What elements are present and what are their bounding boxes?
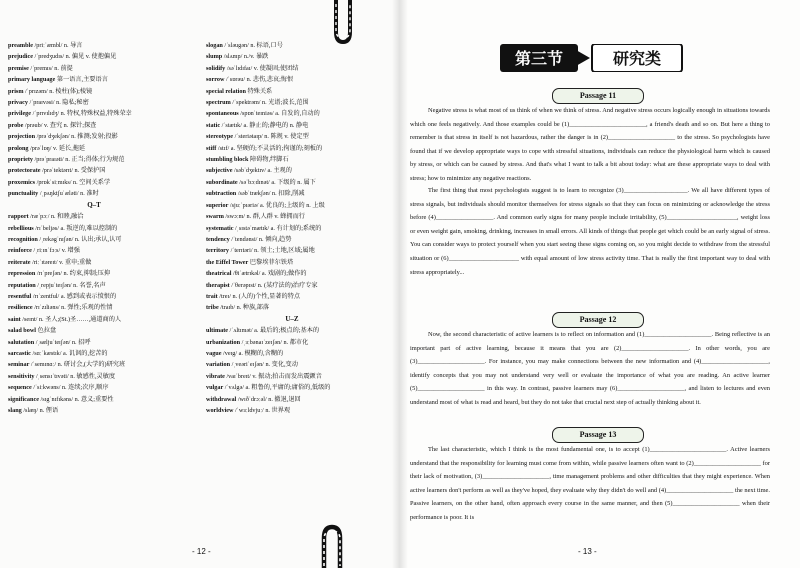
right-page — [400, 0, 800, 568]
glossary-entry — [206, 359, 378, 370]
glossary-definition: /ˈpremɪs/ n. 前提 — [28, 64, 73, 72]
glossary-definition: /səbˈdʒektɪv/ a. 主观的 — [232, 167, 292, 175]
glossary-entry — [8, 382, 180, 393]
glossary-definition: /ˌriːɪnˈfɔːs/ v. 增强 — [31, 247, 80, 255]
glossary-entry — [8, 359, 180, 370]
glossary-word: projection — [8, 133, 36, 141]
glossary-entry — [206, 86, 378, 97]
glossary-entry — [206, 268, 378, 279]
glossary-entry — [206, 223, 378, 234]
glossary-definition: /ˈstætɪk/ a. 静止的;静电的 n. 静电 — [220, 121, 309, 129]
glossary-definition: /ˈvʌlgə/ a. 粗鲁的,平庸的;庸俗的,低级的 — [223, 384, 331, 392]
glossary-word: stereotype — [206, 133, 234, 141]
glossary-entry — [8, 74, 180, 85]
glossary-word: rebellious — [8, 224, 34, 232]
glossary-definition: /səˈbɔːdɪnət/ a. 下级的 n. 属下 — [237, 178, 316, 186]
glossary-definition: /prəˈpraɪəti/ n. 正当;得体;行为规范 — [32, 156, 125, 164]
glossary-entry — [206, 200, 378, 211]
glossary-word: recognition — [8, 235, 38, 243]
glossary-word: repression — [8, 270, 36, 278]
glossary-entry — [8, 405, 180, 416]
glossary-definition: /ˈspektrəm/ n. 光谱;波长,范围 — [230, 99, 309, 107]
glossary-definition: /prɒkˈsiːmɪks/ n. 空间关系学 — [35, 178, 111, 186]
glossary-definition: /prəub/ v. 查究 n. 探针;探查 — [23, 121, 97, 129]
glossary-definition: /treɪ/ n. (人的)个性,显著的特点 — [217, 292, 301, 300]
glossary-word: ultimate — [206, 327, 228, 335]
glossary-definition: /veɪg/ a. 模糊的,含糊的 — [221, 349, 284, 357]
glossary-entry — [206, 63, 378, 74]
glossary-definition: /riːˈɪtəreɪt/ v. 重申;重做 — [30, 258, 92, 266]
glossary-word: worldview — [206, 407, 234, 414]
glossary-word: slang — [8, 407, 22, 414]
glossary-definition: /spɒnˈteɪniəs/ a. 自发的,自动的 — [238, 110, 320, 118]
glossary-definition: /θiˈætrɪkəl/ a. 戏剧的;做作的 — [231, 270, 307, 278]
glossary-definition: /stɪf/ a. 坚硬的;不灵活的;拘谨的;刻板的 — [216, 144, 323, 152]
glossary-word: systematic — [206, 224, 234, 232]
glossary-word: sarcastic — [8, 349, 31, 357]
glossary-entry — [206, 394, 378, 405]
glossary-entry — [8, 314, 180, 325]
glossary-definition: /ˈtendənsi/ n. 倾向,趋势 — [229, 235, 292, 243]
glossary-definition: /traɪb/ n. 种族,部落 — [218, 304, 270, 312]
glossary-entry — [206, 245, 378, 256]
glossary-definition: /vaɪˈbreɪt/ v. 振动;拍击而发出震颤音 — [224, 372, 322, 380]
glossary-word: subjective — [206, 167, 233, 175]
glossary-word: privacy — [8, 99, 28, 107]
glossary-word: significance — [8, 395, 39, 403]
glossary-word: prejudice — [8, 53, 33, 61]
glossary-definition: /slʌmp/ n./v. 暴跌 — [222, 53, 269, 61]
glossary-word: proxemics — [8, 178, 36, 186]
glossary-definition: /ˈpraɪvəsi/ n. 隐私;秘密 — [27, 99, 89, 107]
glossary-definition: /səbˈtrækʃən/ n. 扣除,削减 — [236, 190, 305, 198]
glossary-entry — [206, 234, 378, 245]
glossary-entry — [206, 211, 378, 222]
glossary-entry — [8, 211, 180, 222]
glossary-definition: /ˈprɪvɪlɪdʒ/ n. 特权,特殊权益,特殊荣幸 — [31, 110, 132, 118]
glossary-word: slump — [206, 53, 223, 61]
glossary-entry — [206, 257, 378, 268]
glossary-word: reputation — [8, 281, 36, 289]
glossary-word: rapport — [8, 213, 29, 221]
glossary-definition: /rɪˈzentful/ a. 感到或表示愤恨的 — [31, 292, 117, 300]
glossary-word: spectrum — [206, 99, 231, 107]
glossary-definition: 第一语言,主要语言 — [55, 76, 108, 84]
glossary-word: prolong — [8, 144, 29, 152]
glossary-definition: /ˈʌltɪmət/ a. 最后的;极点的;基本的 — [228, 327, 320, 335]
glossary-entry — [8, 223, 180, 234]
glossary-definition: /ˈwɜːldvjuː/ n. 世界观 — [233, 407, 291, 414]
glossary-word: superior — [206, 201, 229, 209]
glossary-entry — [8, 120, 180, 131]
glossary-word: vibrate — [206, 372, 225, 380]
glossary-word: theatrical — [206, 270, 232, 278]
glossary-word: vulgar — [206, 384, 224, 392]
glossary-definition: /ˌrepjuˈteɪʃən/ n. 名誉,名声 — [35, 281, 106, 289]
glossary-entry — [206, 188, 378, 199]
glossary-word: punctuality — [8, 190, 39, 198]
glossary-definition: 特殊关系 — [245, 87, 273, 95]
glossary-word: slogan — [206, 42, 223, 49]
glossary-definition: /ˌrekəgˈnɪʃən/ n. 认出;承认,认可 — [37, 235, 122, 243]
glossary-entry — [206, 120, 378, 131]
glossary-entry — [206, 131, 378, 142]
glossary-definition: /ˌsɪstəˈmætɪk/ a. 有计划的;系统的 — [233, 224, 322, 232]
glossary-entry — [8, 63, 180, 74]
glossary-definition: /seɪnt/ n. 圣人;(St.)圣……,通道商的人 — [20, 315, 122, 323]
glossary-definition: /ˈsləugən/ n. 标语,口号 — [222, 42, 283, 49]
glossary-definition: /swɔːm/ n. 群,人群 v. 蜂拥而行 — [223, 213, 305, 221]
glossary-definition: 障碍物,绊脚石 — [248, 156, 289, 164]
glossary-entry — [206, 371, 378, 382]
glossary-word: salad bowl — [8, 327, 37, 335]
glossary-definition: /ˌsæljuˈteɪʃən/ n. 招呼 — [34, 338, 91, 346]
glossary-definition: /sjuːˈpɪəriə/ a. 优良的;上级的 n. 上级 — [228, 201, 325, 209]
glossary-entry — [206, 291, 378, 302]
glossary-word: vague — [206, 349, 222, 357]
glossary-entry — [8, 325, 180, 336]
banner-title: 研究类 — [612, 49, 662, 68]
glossary-word: premise — [8, 64, 29, 72]
passage-13-title: Passage 13 — [552, 427, 644, 443]
binder-ring-icon — [330, 0, 356, 46]
banner-section-label: 第三节 — [514, 49, 564, 68]
glossary-entry — [8, 131, 180, 142]
glossary-column-1 — [8, 40, 180, 416]
passage-11-title: Passage 11 — [552, 88, 644, 104]
glossary-entry — [206, 51, 378, 62]
glossary-entry — [8, 177, 180, 188]
binder-ring-icon — [316, 522, 348, 568]
glossary-definition: /rɪˈpreʃən/ n. 约束,抑制;压抑 — [35, 270, 111, 278]
glossary-word: special relation — [206, 87, 246, 95]
glossary-entry — [206, 108, 378, 119]
glossary-entry — [206, 325, 378, 336]
passage-13-paragraph-1: The last characteristic, which I think is the most fundamental one, is to accept (1)________________________. Active learners understand that the responsibility for learning must come from within, while passive learners often want to (2)_____________________ for their lack of motivation, (3)_____________________, time management problems and other difficulties that they might experience. When active learners don't perform as well as they've hoped, they evaluate why they didn't do well and (4)_____________________ the next time. Passive learners, on the other hand, often approach every course in the same manner, and then (5)_____________________ when their performance is poor. It is — [410, 446, 770, 521]
glossary-word: the Eiffel Tower — [206, 258, 249, 266]
glossary-entry — [8, 302, 180, 313]
glossary-definition: 巴黎埃菲尔铁塔 — [248, 258, 294, 266]
glossary-entry — [8, 371, 180, 382]
glossary-word: spontaneous — [206, 110, 239, 118]
page-number-left: - 12 - — [192, 547, 211, 556]
glossary-word: stiff — [206, 144, 217, 152]
glossary-word: resentful — [8, 292, 32, 300]
glossary-entry — [8, 51, 180, 62]
glossary-definition: /ˈθerəpɪst/ n. (某疗法的)治疗专家 — [229, 281, 318, 289]
glossary-word: resilience — [8, 304, 33, 312]
glossary-word: reiterate — [8, 258, 31, 266]
glossary-definition: /ˈsɒrəu/ n. 悲伤,悲哀;悔恨 — [224, 76, 294, 84]
glossary-definition: /ˈsiːkwəns/ n. 连续;次序,顺序 — [31, 384, 109, 392]
glossary-entry — [8, 143, 180, 154]
passage-11-paragraph-1: Negative stress is what most of us think of when we think of stress. And negative stress occurs logically enough in situations towards which one feels negatively. And those examples could be (1)________________________, a friend's death and so on. But here a thing to remember is that stress in itself is not hazardous, rather the danger is in (2)_____________________ to the stress. So psychologists have found that if we develop appropriate ways to cope with stressful situations, individuals can reduce the physiological harm which is caused by stress, or which can be caused by stress. And that's what I want to talk a bit about today: what are these appropriate ways to deal with stress; how to minimize any negative reactions. — [410, 107, 770, 182]
glossary-entry — [8, 234, 180, 245]
glossary-definition: /ˈpredʒudɪs/ n. 偏见 v. 使抱偏见 — [32, 53, 117, 61]
glossary-entry — [206, 302, 378, 313]
glossary-entry — [8, 337, 180, 348]
glossary-entry — [206, 74, 378, 85]
glossary-word: privilege — [8, 110, 32, 118]
glossary-word: tribe — [206, 304, 219, 312]
glossary-definition: /sɑːˈkæstɪk/ a. 讥讽的,挖苦的 — [30, 349, 108, 357]
glossary-word: therapist — [206, 281, 230, 289]
glossary-entry — [8, 291, 180, 302]
glossary-entry — [8, 394, 180, 405]
glossary-entry — [8, 188, 180, 199]
glossary-word: subordinate — [206, 178, 238, 186]
glossary-entry — [206, 177, 378, 188]
glossary-entry — [8, 154, 180, 165]
glossary-word: subtraction — [206, 190, 237, 198]
glossary-entry — [206, 154, 378, 165]
glossary-entry — [8, 40, 180, 51]
glossary-definition: /ræˈpɔː/ n. 和睦,融洽 — [28, 213, 84, 221]
glossary-entry — [8, 257, 180, 268]
glossary-word: reinforce — [8, 247, 32, 255]
glossary-word: prism — [8, 87, 24, 95]
glossary-definition: /ˌveəriˈeɪʃən/ n. 变化,变动 — [230, 361, 298, 369]
glossary-word: preamble — [8, 42, 33, 49]
glossary-entry — [206, 165, 378, 176]
glossary-definition: /ˈsteriətaɪp/ n. 陈规 v. 使定型 — [233, 133, 309, 141]
glossary-word: variation — [206, 361, 231, 369]
glossary-entry — [8, 280, 180, 291]
glossary-definition: /priːˈæmbl/ n. 导言 — [32, 42, 83, 49]
glossary-word: static — [206, 121, 221, 129]
section-banner — [500, 44, 684, 72]
page-number-right: - 13 - — [578, 547, 597, 556]
glossary-word: sorrow — [206, 76, 225, 84]
passage-11-paragraph-2: The first thing that most psychologists suggest is to learn to recognize (3)____________________. We all have different types of stress signals, but individuals should monitor themselves for stress signals so that they can focus on minimizing or acknowledge the stress before (4)__________________. And common early signs for many people include irritability, (5)______________________, weight loss or even weight gain, smoking, drinking, increases in small errors. All kinds of things that people get which could be an early signal of stress. You can consider ways to protect yourself when you start seeing these signs coming on, so you might decide to withdraw from the stressful situation or (6)______________________ with equal amount of low stress activity time. That is really the first important way to deal with stress appropriately... — [410, 187, 770, 276]
glossary-word: salutation — [8, 338, 35, 346]
glossary-word: sensitivity — [8, 372, 35, 380]
glossary-word: saint — [8, 315, 21, 323]
section-heading-u-z: U–Z — [285, 314, 299, 323]
glossary-word: primary language — [8, 76, 56, 84]
glossary-entry — [8, 245, 180, 256]
glossary-definition: /prəˈlɒŋ/ v. 延长,拖延 — [28, 144, 86, 152]
book-spine-shadow — [392, 0, 408, 568]
glossary-column-2 — [206, 40, 378, 416]
glossary-entry — [8, 165, 180, 176]
glossary-entry — [206, 337, 378, 348]
passage-12-paragraph-1: Now, the second characteristic of active learners is to reflect on information and (1)_____________________. Being reflective is an important part of active learning, because it means that you are (2)_____________________. In other words, you are (3)_____________________. For instance, you may make connections between the new information and (4)_____________________, identify concepts that you may not understand very well or evaluate the importance of what you are reading. An active learner (5)_____________________ in this way. In contrast, passive learners may (6)_____________________, and listen to lectures and even understand most of what is read and heard, but they do not take that crucial next step of actually thinking about it. — [410, 331, 770, 406]
glossary-definition: /ˌɜːbənaɪˈzeɪʃən/ n. 都市化 — [240, 338, 309, 346]
glossary-word: withdrawal — [206, 395, 237, 403]
glossary-definition: /sɪgˈnɪfɪkəns/ n. 意义;重要性 — [38, 395, 114, 403]
glossary-word: propriety — [8, 156, 33, 164]
glossary-definition: /wɪðˈdrɔːəl/ n. 撤退,退回 — [236, 395, 301, 403]
glossary-definition: /rɪˈbeljəs/ a. 叛逆的,难以控制的 — [33, 224, 118, 232]
glossary-entry — [8, 348, 180, 359]
glossary-word: stumbling block — [206, 156, 249, 164]
glossary-definition: /rɪˈzɪliəns/ n. 弹性;乐观的性情 — [32, 304, 113, 312]
glossary-word: swarm — [206, 213, 224, 221]
glossary-entry — [8, 108, 180, 119]
glossary-word: tendency — [206, 235, 230, 243]
glossary-entry — [206, 405, 378, 416]
glossary-word: solidify — [206, 64, 226, 72]
glossary-word: trait — [206, 292, 218, 300]
section-heading-q-t: Q–T — [87, 200, 101, 209]
glossary-definition: /ˌsensɪˈtɪvəti/ n. 敏感性,灵敏度 — [34, 372, 116, 380]
glossary-word: protectorate — [8, 167, 41, 175]
glossary-word: territory — [206, 247, 230, 255]
glossary-word: probe — [8, 121, 24, 129]
glossary-entry — [206, 348, 378, 359]
glossary-definition: /ˌpʌŋktʃuˈæləti/ n. 准时 — [38, 190, 99, 198]
glossary-definition: /ˈprɪzəm/ n. 棱柱(体);棱镜 — [23, 87, 93, 95]
glossary-entry — [8, 97, 180, 108]
glossary-entry — [206, 382, 378, 393]
glossary-definition: /prəˈdʒekʃən/ n. 推测;发射;投影 — [35, 133, 118, 141]
glossary-definition: 色拉盘 — [36, 327, 57, 335]
passage-12-title: Passage 12 — [552, 312, 644, 328]
glossary-definition: /ˈsemɪnɑː/ n. 研讨会,(大学的)研究班 — [29, 361, 126, 369]
glossary-entry — [8, 268, 180, 279]
glossary-entry — [8, 86, 180, 97]
glossary-definition: /səˈlɪdɪfaɪ/ v. 使凝固;使团结 — [225, 64, 299, 72]
glossary-word: sequence — [8, 384, 32, 392]
glossary-word: urbanization — [206, 338, 241, 346]
glossary-entry — [206, 143, 378, 154]
glossary-definition: /slæŋ/ n. 俚语 — [21, 407, 59, 414]
glossary-entry — [206, 280, 378, 291]
glossary-word: seminar — [8, 361, 30, 369]
glossary-definition: /ˈterɪtəri/ n. 领土;土地,区域;属地 — [229, 247, 315, 255]
glossary-definition: /prəˈtektərɪt/ n. 受保护国 — [40, 167, 106, 175]
glossary-entry — [206, 97, 378, 108]
